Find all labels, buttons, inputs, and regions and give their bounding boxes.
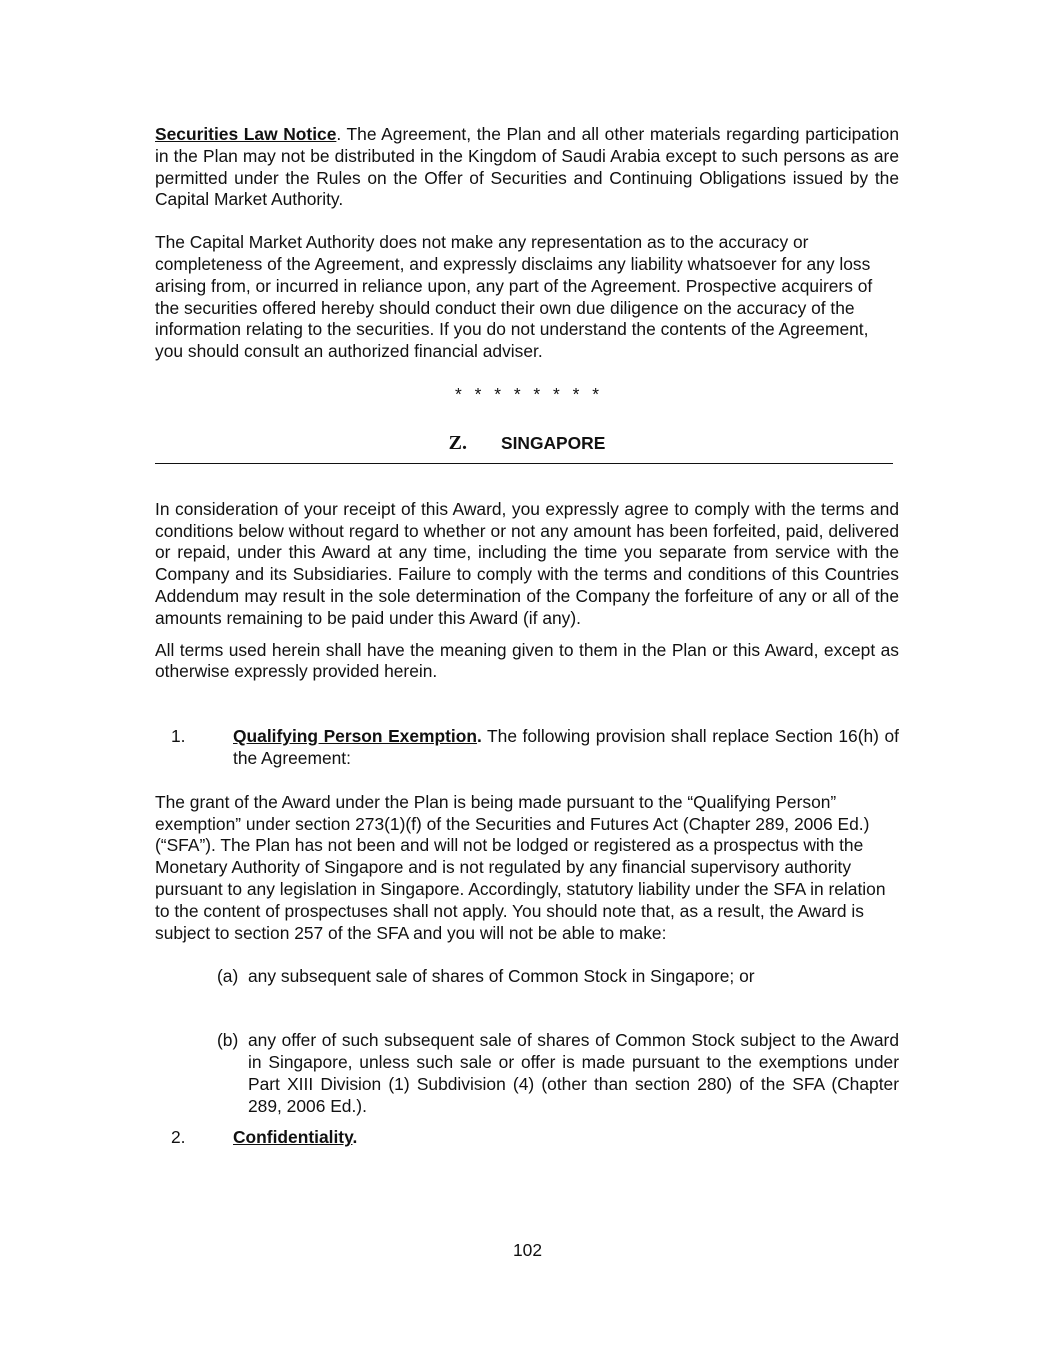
document-page [155,124,899,1149]
section-heading [155,433,899,455]
qualifying-person-item [155,726,899,770]
sub-item-text: any subsequent sale of shares of Common Stock in Singapore; or [248,966,755,987]
item-number: 1. [171,726,186,747]
securities-law-notice-title: Securities Law Notice [155,124,337,144]
section-title: SINGAPORE [500,432,606,453]
item-title: Confidentiality [233,1127,353,1148]
item-text: The following provision shall replace Section 16(h) of the Agreement: [233,726,899,768]
section-letter: Z. [448,431,467,454]
defined-terms-paragraph: All terms used herein shall have the meaning given to them in the Plan or this Award, except as otherwise expressly provided herein. [155,639,899,682]
item-title: Qualifying Person Exemption [233,726,477,747]
sub-item-b [155,1030,899,1117]
heading-rule [155,463,893,464]
item-title-period: . [352,1127,358,1148]
confidentiality-item [155,1127,899,1149]
section-separator: * * * * * * * * [455,383,599,404]
grant-paragraph: The grant of the Award under the Plan is being made pursuant to the “Qualifying Person” exemption” under section 273(1)(f) of the Securities and Futures Act (Chapter 289, 2006 Ed.) (“SFA”). The Plan has not been and will not be lodged or registered as a prospectus with the Monetary Authority of Singapore and is not regulated by any financial supervisory authority pursuant to any legislation in Singapore. Accordingly, statutory liability under the SFA in relation to the content of prospectuses shall not apply. You should note that, as a result, the Award is subject to section 257 of the SFA and you will not be able to make: [155,791,886,943]
item-title-period: . [476,726,482,747]
securities-law-notice-text: . The Agreement, the Plan and all other materials regarding participation in the Plan may not be distributed in the Kingdom of Saudi Arabia except to such persons as are permitted under the Rules on the Offer of Securities and Continuing Obligations issued by the Capital Market Authority. [155,124,899,210]
item-number: 2. [171,1127,186,1148]
sub-item-a [155,966,899,988]
sub-item-label: (b) [217,1030,239,1051]
securities-law-notice-paragraph [155,124,899,211]
consideration-paragraph: In consideration of your receipt of this Award, you expressly agree to comply with the terms and conditions below without regard to whether or not any amount has been forfeited, paid, delivered or repaid, under this Award at any time, including the time you separate from service with the Company and its Subsidiaries. Failure to comply with the terms and conditions of this Countries Addendum may result in the sole determination of the Company the forfeiture of any or all of the amounts remaining to be paid under this Award (if any). [155,498,899,628]
sub-item-label: (a) [217,966,239,987]
cma-disclaimer-paragraph: The Capital Market Authority does not make any representation as to the accuracy or completeness of the Agreement, and expressly disclaims any liability whatsoever for any loss arising from, or incurred in reliance upon, any part of the Agreement. Prospective acquirers of the securities offered hereby should conduct their own due diligence on the accuracy of the information relating to the securities. If you do not understand the contents of the Agreement, you should consult an authorized financial adviser. [155,232,873,362]
sub-item-text: any offer of such subsequent sale of shares of Common Stock subject to the Award in Singapore, unless such sale or offer is made pursuant to the exemptions under Part XIII Division (1) Subdivision (4) (other than section 280) of the SFA (Chapter 289, 2006 Ed.). [248,1030,899,1116]
page-number: 102 [512,1240,542,1260]
